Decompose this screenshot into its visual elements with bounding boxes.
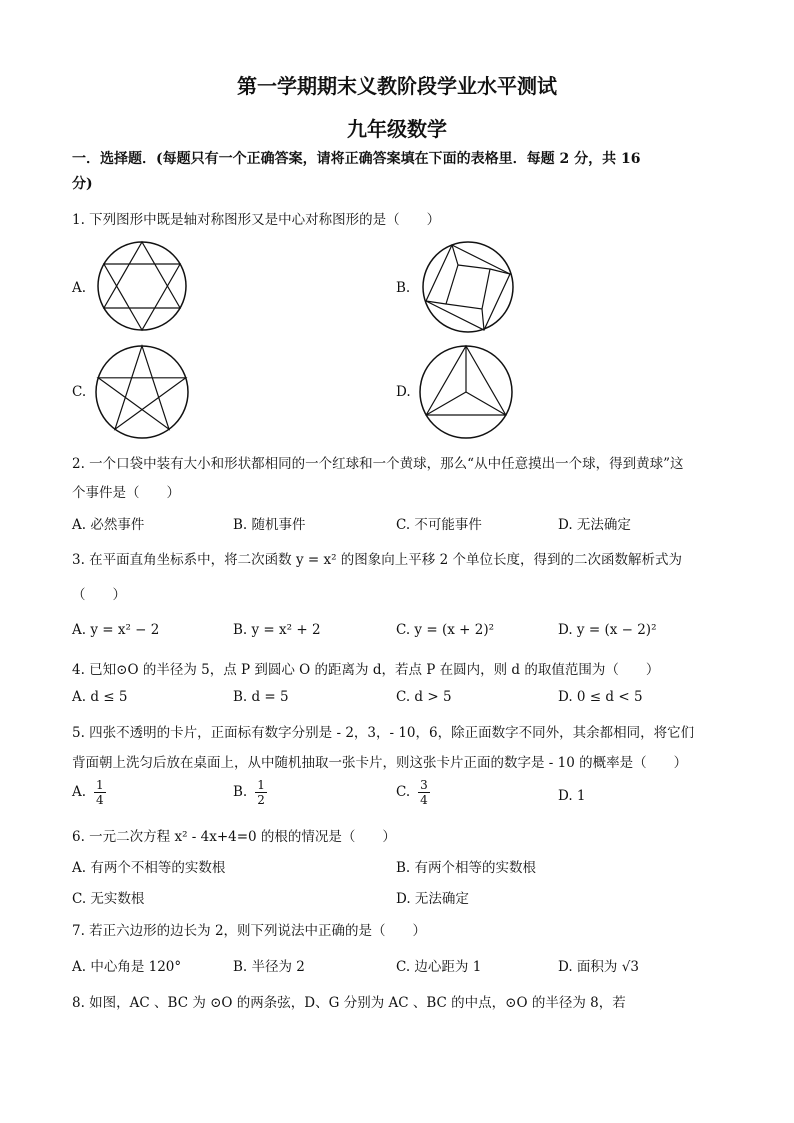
q3-option-c: C. y = (x + 2)²: [396, 622, 494, 638]
triangle-in-circle-icon: [416, 344, 516, 440]
q5-option-c-numerator: 3: [420, 778, 428, 792]
question-3-line1: 3. 在平面直角坐标系中，将二次函数 y = x² 的图象向上平移 2 个单位长度，得到的二次函数解析式为: [72, 552, 682, 568]
question-4-text: 4. 已知⊙O 的半径为 5，点 P 到圆心 O 的距离为 d，若点 P 在圆内，则 d 的取值范围为（ ）: [72, 662, 660, 678]
q7-option-d: D. 面积为 √3: [558, 959, 639, 975]
q4-option-a: A. d ≤ 5: [72, 689, 128, 705]
question-5-line1: 5. 四张不透明的卡片，正面标有数字分别是 - 2，3，- 10，6，除正面数字不同外，其余都相同，将它们: [72, 725, 695, 741]
pentagram-in-circle-icon: [94, 344, 190, 440]
q6-option-c: C. 无实数根: [72, 891, 145, 907]
q1-option-b-label: B.: [396, 280, 411, 296]
question-7-text: 7. 若正六边形的边长为 2，则下列说法中正确的是（ ）: [72, 923, 427, 939]
q5-option-a-label: A.: [72, 784, 87, 800]
q4-option-d: D. 0 ≤ d < 5: [558, 689, 643, 705]
q2-option-b: B. 随机事件: [233, 517, 306, 533]
question-2-line2: 个事件是（ ）: [72, 485, 180, 501]
question-3-line2: （ ）: [72, 587, 126, 603]
q5-option-b: [233, 778, 267, 807]
q5-option-c-label: C.: [396, 784, 411, 800]
q5-option-c-fraction: [418, 778, 430, 807]
q4-option-b: B. d = 5: [233, 689, 289, 705]
question-5-line2: 背面朝上洗匀后放在桌面上，从中随机抽取一张卡片，则这张卡片正面的数字是 - 10 的概率是（ ）: [72, 755, 688, 771]
q2-option-a: A. 必然事件: [72, 517, 145, 533]
q6-option-b: B. 有两个相等的实数根: [396, 860, 537, 876]
q1-option-d-label: D.: [396, 384, 411, 400]
hexagram-in-circle-icon: [96, 240, 188, 332]
q5-option-a-numerator: 1: [96, 778, 104, 792]
question-2-line1: 2. 一个口袋中装有大小和形状都相同的一个红球和一个黄球，那么“从中任意摸出一个球，得到黄球”这: [72, 456, 684, 472]
q5-option-b-denominator: 2: [257, 793, 265, 807]
q2-option-d: D. 无法确定: [558, 517, 631, 533]
q5-option-b-fraction: [255, 778, 267, 807]
q1-option-c-label: C.: [72, 384, 87, 400]
q7-option-c: C. 边心距为 1: [396, 959, 482, 975]
section-heading-line2: 分): [72, 176, 93, 192]
page-title: 第一学期期末义教阶段学业水平测试: [237, 74, 557, 98]
q3-option-d: D. y = (x − 2)²: [558, 622, 657, 638]
q5-option-d: D. 1: [558, 788, 586, 804]
q5-option-b-label: B.: [233, 784, 248, 800]
page-subtitle: 九年级数学: [347, 117, 447, 141]
q6-option-d: D. 无法确定: [396, 891, 469, 907]
q5-option-a: [72, 778, 106, 807]
question-8-text: 8. 如图，AC 、BC 为 ⊙O 的两条弦，D、G 分别为 AC 、BC 的中点，⊙O 的半径为 8，若: [72, 995, 626, 1011]
section-heading-line1: 一．选择题．(每题只有一个正确答案，请将正确答案填在下面的表格里．每题 2 分，共 16: [72, 151, 641, 167]
question-6-text: 6. 一元二次方程 x² - 4x+4=0 的根的情况是（ ）: [72, 829, 396, 845]
q7-option-b: B. 半径为 2: [233, 959, 305, 975]
q5-option-c-denominator: 4: [420, 793, 428, 807]
q5-option-b-numerator: 1: [257, 778, 265, 792]
q1-option-a-label: A.: [72, 280, 87, 296]
q7-option-a: A. 中心角是 120°: [72, 959, 182, 975]
pinwheel-squares-in-circle-icon: [418, 240, 518, 335]
q4-option-c: C. d > 5: [396, 689, 452, 705]
q5-option-c: [396, 778, 430, 807]
q3-option-a: A. y = x² − 2: [72, 622, 160, 638]
q3-option-b: B. y = x² + 2: [233, 622, 321, 638]
q6-option-a: A. 有两个不相等的实数根: [72, 860, 226, 876]
q5-option-a-denominator: 4: [96, 793, 104, 807]
q2-option-c: C. 不可能事件: [396, 517, 482, 533]
question-1-text: 1. 下列图形中既是轴对称图形又是中心对称图形的是（ ）: [72, 212, 441, 228]
q5-option-a-fraction: [94, 778, 106, 807]
